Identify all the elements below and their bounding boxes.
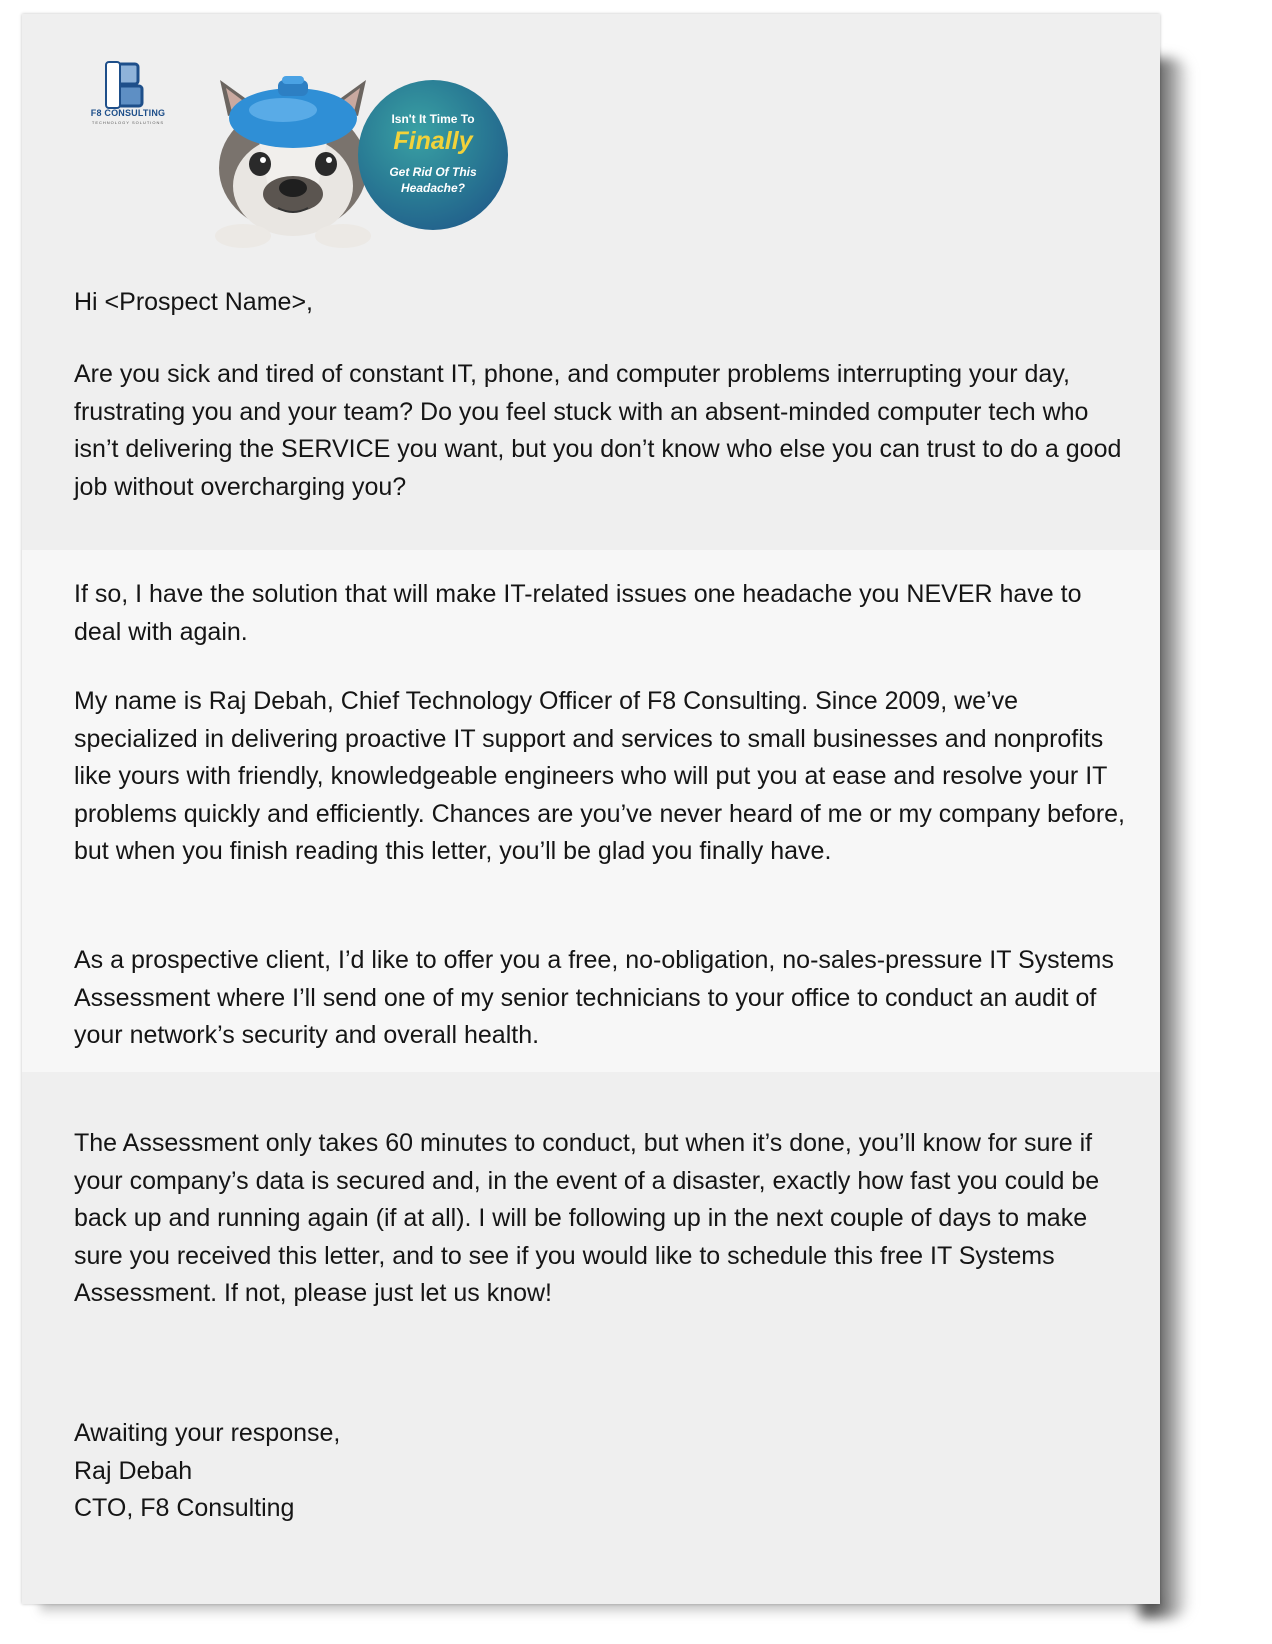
sign-off — [74, 1415, 1134, 1528]
badge-line-3a: Get Rid Of This — [389, 165, 477, 179]
badge-line-1: Isn't It Time To — [391, 112, 475, 126]
badge-line-2: Finally — [393, 127, 473, 155]
f8-logo-icon — [82, 60, 172, 140]
signer-title: CTO, F8 Consulting — [74, 1494, 295, 1522]
paragraph-3: My name is Raj Debah, Chief Technology Officer of F8 Consulting. Since 2009, we’ve specialized in delivering proactive IT support and services to small businesses and nonprofits like yours with friendly, knowledgeable engineers who will put you at ease and resolve your IT problems quickly and efficiently. Chances are you’ve never heard of me or my company before, but when you finish reading this letter, you’ll be glad you finally have. — [74, 687, 1125, 865]
paragraph-4: As a prospective client, I’d like to offer you a free, no-obligation, no-sales-pressure IT Systems Assessment where I’ll send one of my senior technicians to your office to conduct an audit of your network’s security and overall health. — [74, 946, 1114, 1049]
logo-tagline: TECHNOLOGY SOLUTIONS — [91, 120, 165, 125]
logo-name: F8 CONSULTING — [90, 108, 166, 118]
headache-badge — [358, 80, 508, 230]
badge-line-3 — [358, 164, 508, 196]
paragraph-5: The Assessment only takes 60 minutes to conduct, but when it’s done, you’ll know for sure if your company’s data is secured and, in the event of a disaster, exactly how fast you could be back up and running again (if at all). I will be following up in the next couple of days to make sure you received this letter, and to see if you would like to schedule this free IT Systems Assessment. If not, please just let us know! — [74, 1129, 1100, 1307]
signer-name: Raj Debah — [74, 1456, 193, 1485]
closing: Awaiting your response, — [74, 1419, 341, 1447]
badge-line-3b: Headache? — [400, 181, 466, 195]
paragraph-1: Are you sick and tired of constant IT, phone, and computer problems interrupting your day, frustrating you and your team? Do you feel stuck with an absent-minded computer tech who isn’t delivering the SERVICE you want, but you don’t know who else you can trust to do a good job without overcharging you? — [74, 360, 1122, 501]
letter-page — [22, 14, 1160, 1604]
paragraph-2: If so, I have the solution that will make IT-related issues one headache you NEVER have to deal with again. — [74, 580, 1082, 646]
greeting: Hi <Prospect Name>, — [74, 288, 313, 316]
